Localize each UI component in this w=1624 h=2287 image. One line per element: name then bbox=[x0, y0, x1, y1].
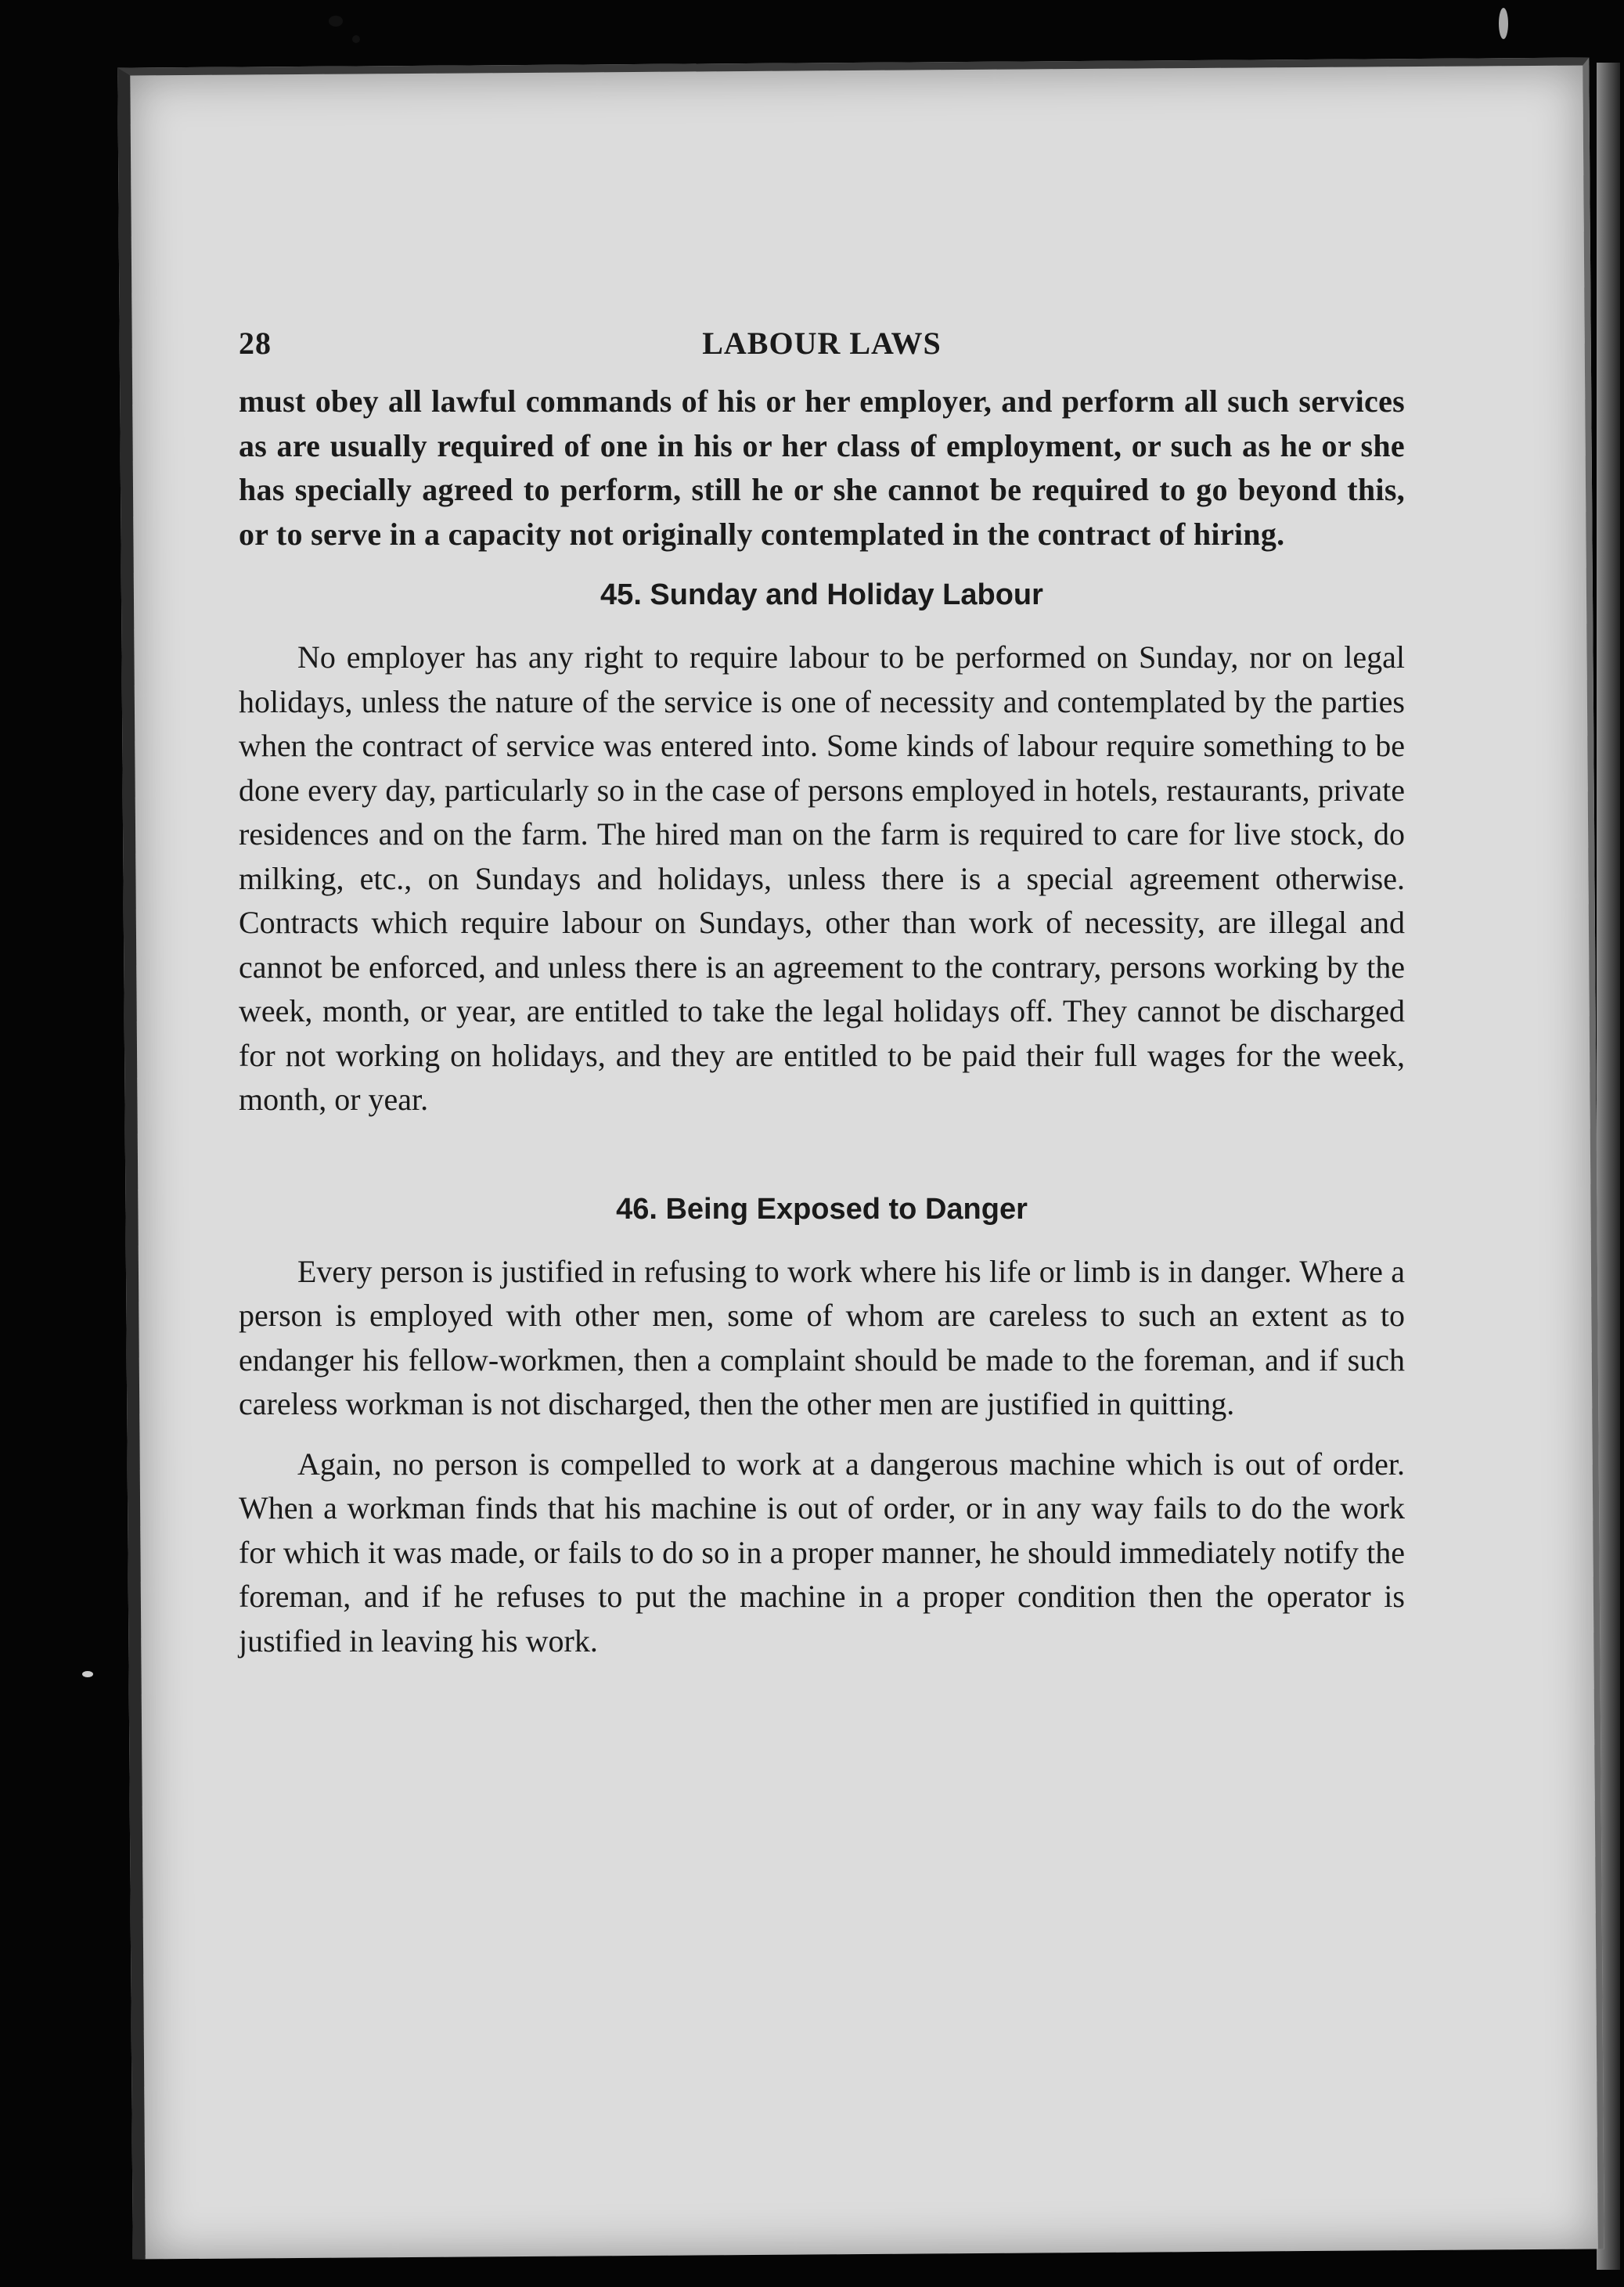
scan-speck bbox=[82, 1671, 93, 1677]
running-title: LABOUR LAWS bbox=[702, 326, 942, 361]
page-number: 28 bbox=[239, 326, 272, 361]
page-content bbox=[239, 317, 1405, 1663]
scan-speck bbox=[352, 35, 360, 43]
section-45-paragraph: No employer has any right to require labour to be performed on Sunday, nor on legal holidays, unless the nature of the service is one of necessity and contemplated by the parties when the contract of service was entered into. Some kinds of labour require something to be done every day, particularly so in the case of persons employed in hotels, restaurants, private residences and on the farm. The hired man on the farm is required to care for live stock, do milking, etc., on Sundays and holidays, unless there is a special agreement otherwise. Contracts which require labour on Sundays, other than work of necessity, are illegal and cannot be enforced, and unless there is an agreement to the contrary, persons working by the week, month, or year, are entitled to take the legal holidays off. They cannot be discharged for not working on holidays, and they are entitled to be paid their full wages for the week, month, or year. bbox=[239, 639, 1405, 1117]
section-46-paragraph-2: Again, no person is compelled to work at a dangerous machine which is out of order. When a workman finds that his machine is out of order, or in any way fails to do the work for which it was made, or fails to do so in a proper manner, he should immediately notify the foreman, and if he refuses to put the machine in a proper condition then the operator is justified in leaving his work. bbox=[239, 1446, 1405, 1659]
section-heading-45: 45. Sunday and Holiday Labour bbox=[600, 578, 1043, 611]
continuation-paragraph: must obey all lawful commands of his or her employer, and perform all such services as are usually required of one in his or her class of employment, or such as he or she has specially agreed to perform, still he or she cannot be required to go beyond this, or to serve in a capacity not originally contemplated in the contract of hiring. bbox=[239, 384, 1405, 552]
scan-speck bbox=[1499, 8, 1508, 39]
section-heading-46: 46. Being Exposed to Danger bbox=[616, 1192, 1028, 1226]
scan-speck bbox=[329, 16, 343, 27]
section-46-paragraph-1: Every person is justified in refusing to work where his life or limb is in danger. Where a person is employed with other men, some of whom are careless to such an extent as to endanger his fellow-workmen, then a complaint should be made to the foreman, and if such careless workman is not discharged, then the other men are justified in quitting. bbox=[239, 1253, 1405, 1421]
running-head bbox=[239, 317, 1405, 380]
